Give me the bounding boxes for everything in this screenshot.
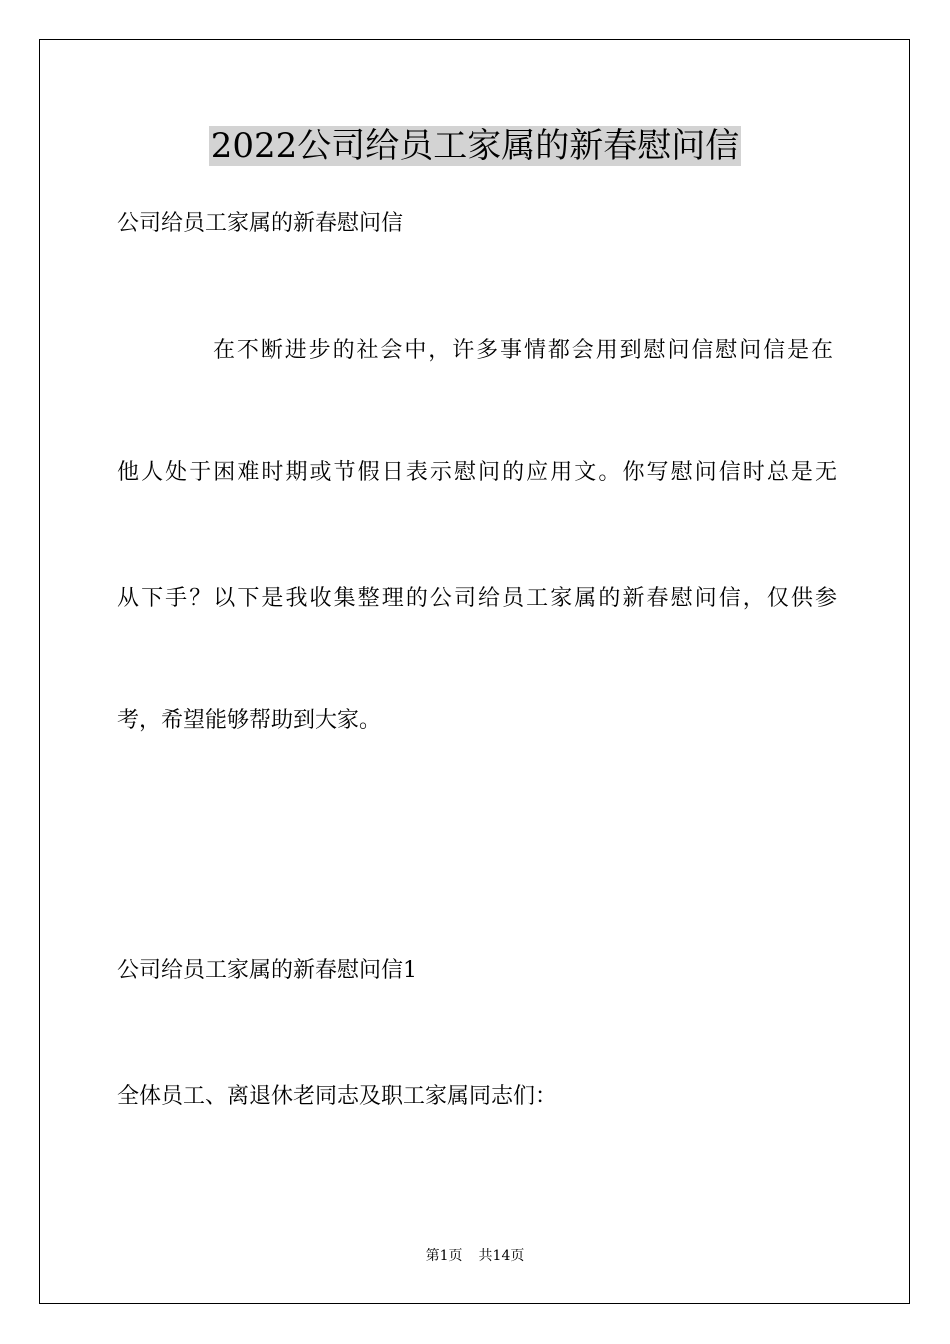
salutation: 全体员工、离退休老同志及职工家属同志们： <box>117 1084 558 1109</box>
intro-line-2: 他人处于困难时期或节假日表示慰问的应用文。你写慰问信时总是无 <box>117 460 837 485</box>
page-number: 第1页 <box>425 1248 463 1264</box>
document-title <box>0 124 950 168</box>
intro-line-4: 考，希望能够帮助到大家。 <box>117 708 382 733</box>
page-total: 共14页 <box>478 1248 525 1264</box>
page-footer <box>0 1247 950 1265</box>
intro-line-3: 从下手？以下是我收集整理的公司给员工家属的新春慰问信，仅供参 <box>117 586 837 611</box>
document-title-text: 2022公司给员工家属的新春慰问信 <box>210 126 740 166</box>
section-heading: 公司给员工家属的新春慰问信1 <box>117 958 417 983</box>
intro-line-1: 在不断进步的社会中，许多事情都会用到慰问信慰问信是在 <box>213 338 833 363</box>
document-subtitle: 公司给员工家属的新春慰问信 <box>117 211 404 236</box>
